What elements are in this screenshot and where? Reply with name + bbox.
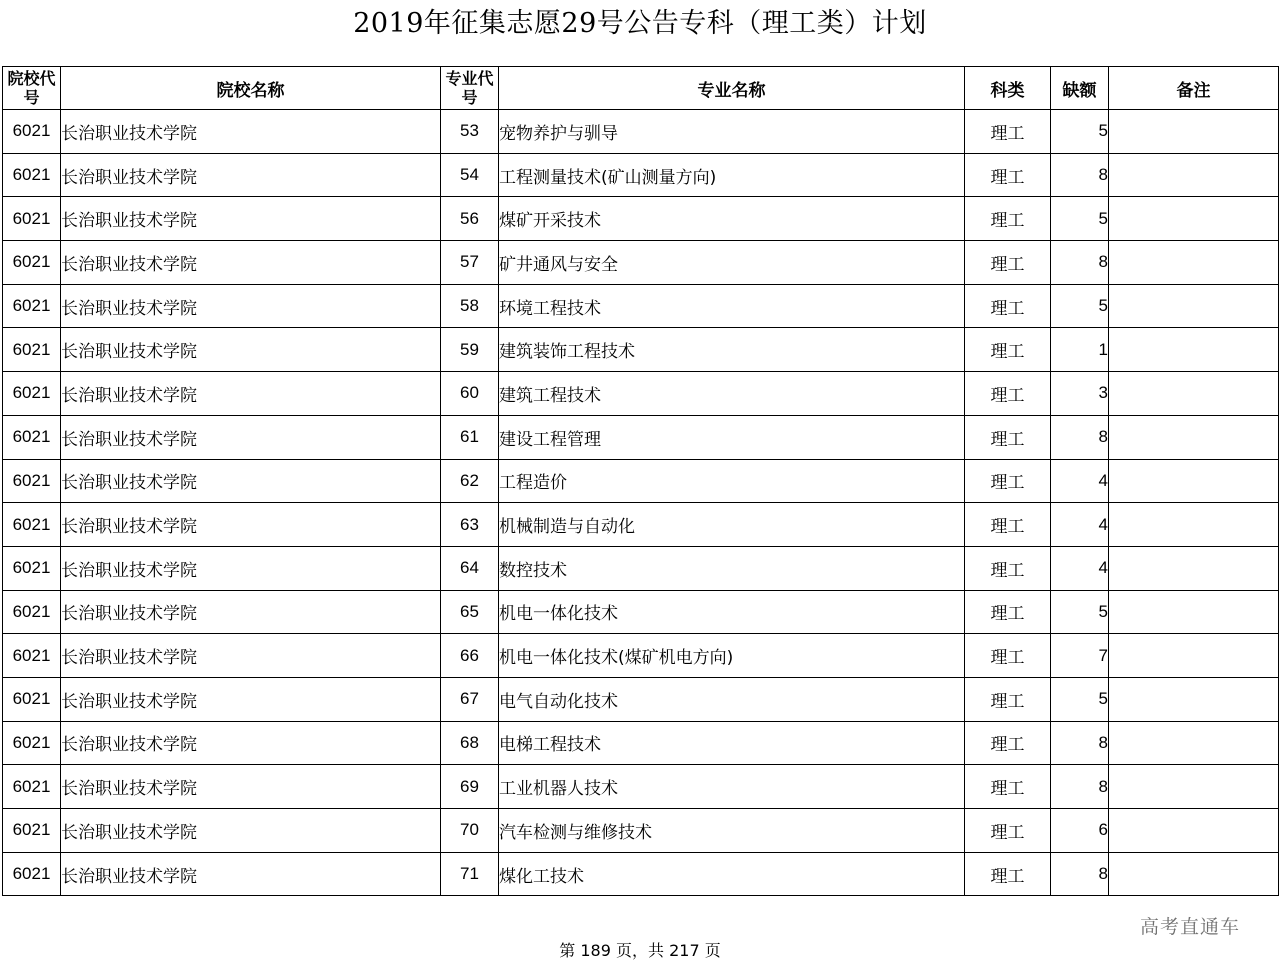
- cell-major-code: 56: [441, 197, 499, 241]
- table-row: [3, 284, 1279, 328]
- cell-school-code: 6021: [3, 809, 61, 853]
- cell-school-name: 长治职业技术学院: [61, 241, 441, 285]
- cell-category: 理工: [965, 459, 1051, 503]
- cell-quota: 5: [1051, 284, 1109, 328]
- cell-major-name: 建设工程管理: [499, 415, 965, 459]
- cell-category: 理工: [965, 590, 1051, 634]
- cell-remarks: [1109, 197, 1279, 241]
- cell-school-code: 6021: [3, 852, 61, 896]
- cell-category: 理工: [965, 372, 1051, 416]
- cell-quota: 6: [1051, 809, 1109, 853]
- table-row: [3, 721, 1279, 765]
- cell-category: 理工: [965, 765, 1051, 809]
- cell-remarks: [1109, 328, 1279, 372]
- cell-quota: 3: [1051, 372, 1109, 416]
- cell-school-name: 长治职业技术学院: [61, 677, 441, 721]
- table-row: [3, 153, 1279, 197]
- cell-major-code: 63: [441, 503, 499, 547]
- cell-remarks: [1109, 503, 1279, 547]
- cell-remarks: [1109, 241, 1279, 285]
- cell-major-name: 矿井通风与安全: [499, 241, 965, 285]
- cell-category: 理工: [965, 809, 1051, 853]
- cell-major-code: 64: [441, 546, 499, 590]
- table-row: [3, 634, 1279, 678]
- cell-category: 理工: [965, 503, 1051, 547]
- table-row: [3, 503, 1279, 547]
- table-row: [3, 372, 1279, 416]
- cell-school-name: 长治职业技术学院: [61, 852, 441, 896]
- cell-major-code: 65: [441, 590, 499, 634]
- cell-remarks: [1109, 153, 1279, 197]
- cell-school-name: 长治职业技术学院: [61, 546, 441, 590]
- table-row: [3, 590, 1279, 634]
- cell-category: 理工: [965, 721, 1051, 765]
- cell-remarks: [1109, 110, 1279, 154]
- cell-category: 理工: [965, 284, 1051, 328]
- cell-major-code: 69: [441, 765, 499, 809]
- cell-quota: 5: [1051, 590, 1109, 634]
- cell-major-code: 70: [441, 809, 499, 853]
- cell-category: 理工: [965, 110, 1051, 154]
- cell-school-code: 6021: [3, 721, 61, 765]
- cell-remarks: [1109, 765, 1279, 809]
- table-row: [3, 546, 1279, 590]
- cell-category: 理工: [965, 677, 1051, 721]
- cell-school-name: 长治职业技术学院: [61, 110, 441, 154]
- cell-quota: 8: [1051, 852, 1109, 896]
- cell-major-name: 煤矿开采技术: [499, 197, 965, 241]
- cell-quota: 5: [1051, 677, 1109, 721]
- cell-category: 理工: [965, 241, 1051, 285]
- cell-category: 理工: [965, 546, 1051, 590]
- cell-category: 理工: [965, 328, 1051, 372]
- cell-quota: 8: [1051, 415, 1109, 459]
- table-row: [3, 110, 1279, 154]
- table-row: [3, 765, 1279, 809]
- cell-major-name: 机电一体化技术: [499, 590, 965, 634]
- cell-quota: 7: [1051, 634, 1109, 678]
- cell-major-name: 机电一体化技术(煤矿机电方向): [499, 634, 965, 678]
- cell-quota: 1: [1051, 328, 1109, 372]
- cell-major-name: 汽车检测与维修技术: [499, 809, 965, 853]
- cell-school-name: 长治职业技术学院: [61, 197, 441, 241]
- cell-quota: 5: [1051, 197, 1109, 241]
- table-row: [3, 809, 1279, 853]
- page-title: 2019年征集志愿29号公告专科（理工类）计划: [353, 8, 927, 39]
- cell-major-code: 71: [441, 852, 499, 896]
- header-remarks: 备注: [1109, 67, 1279, 110]
- cell-school-name: 长治职业技术学院: [61, 721, 441, 765]
- table-body: [3, 110, 1279, 896]
- table-row: [3, 415, 1279, 459]
- cell-school-name: 长治职业技术学院: [61, 153, 441, 197]
- table-row: [3, 677, 1279, 721]
- cell-remarks: [1109, 634, 1279, 678]
- cell-remarks: [1109, 852, 1279, 896]
- cell-quota: 4: [1051, 546, 1109, 590]
- cell-school-code: 6021: [3, 503, 61, 547]
- cell-school-code: 6021: [3, 197, 61, 241]
- cell-major-code: 60: [441, 372, 499, 416]
- cell-remarks: [1109, 809, 1279, 853]
- table-row: [3, 328, 1279, 372]
- cell-major-code: 62: [441, 459, 499, 503]
- cell-school-code: 6021: [3, 328, 61, 372]
- header-category: 科类: [965, 67, 1051, 110]
- table-row: [3, 852, 1279, 896]
- cell-major-name: 数控技术: [499, 546, 965, 590]
- header-school-code: 院校代号: [3, 67, 61, 110]
- cell-major-name: 宠物养护与驯导: [499, 110, 965, 154]
- cell-major-name: 工程造价: [499, 459, 965, 503]
- cell-quota: 4: [1051, 503, 1109, 547]
- cell-school-name: 长治职业技术学院: [61, 590, 441, 634]
- header-major-code: 专业代号: [441, 67, 499, 110]
- cell-school-name: 长治职业技术学院: [61, 328, 441, 372]
- cell-school-code: 6021: [3, 415, 61, 459]
- table-row: [3, 241, 1279, 285]
- cell-category: 理工: [965, 153, 1051, 197]
- cell-quota: 8: [1051, 153, 1109, 197]
- cell-quota: 8: [1051, 765, 1109, 809]
- page-footer: 第 189 页，共 217 页: [559, 941, 721, 960]
- cell-school-name: 长治职业技术学院: [61, 459, 441, 503]
- cell-major-name: 工业机器人技术: [499, 765, 965, 809]
- cell-major-name: 电梯工程技术: [499, 721, 965, 765]
- cell-major-code: 67: [441, 677, 499, 721]
- cell-school-code: 6021: [3, 110, 61, 154]
- cell-major-code: 58: [441, 284, 499, 328]
- cell-school-code: 6021: [3, 677, 61, 721]
- cell-quota: 8: [1051, 241, 1109, 285]
- cell-remarks: [1109, 590, 1279, 634]
- cell-major-name: 环境工程技术: [499, 284, 965, 328]
- cell-major-name: 电气自动化技术: [499, 677, 965, 721]
- cell-category: 理工: [965, 634, 1051, 678]
- cell-school-name: 长治职业技术学院: [61, 284, 441, 328]
- cell-major-code: 61: [441, 415, 499, 459]
- cell-school-code: 6021: [3, 765, 61, 809]
- enrollment-plan-table: [2, 66, 1279, 896]
- cell-remarks: [1109, 721, 1279, 765]
- cell-major-code: 54: [441, 153, 499, 197]
- cell-major-name: 建筑工程技术: [499, 372, 965, 416]
- cell-school-name: 长治职业技术学院: [61, 503, 441, 547]
- cell-major-code: 68: [441, 721, 499, 765]
- header-school-name: 院校名称: [61, 67, 441, 110]
- cell-remarks: [1109, 372, 1279, 416]
- table-row: [3, 459, 1279, 503]
- cell-quota: 5: [1051, 110, 1109, 154]
- cell-quota: 8: [1051, 721, 1109, 765]
- cell-school-name: 长治职业技术学院: [61, 372, 441, 416]
- table-row: [3, 197, 1279, 241]
- cell-school-code: 6021: [3, 590, 61, 634]
- cell-school-name: 长治职业技术学院: [61, 415, 441, 459]
- cell-major-name: 工程测量技术(矿山测量方向): [499, 153, 965, 197]
- cell-remarks: [1109, 546, 1279, 590]
- watermark: 高考直通车: [1140, 916, 1241, 938]
- cell-school-code: 6021: [3, 153, 61, 197]
- cell-category: 理工: [965, 415, 1051, 459]
- cell-school-code: 6021: [3, 546, 61, 590]
- table-header-row: [3, 67, 1279, 110]
- cell-major-name: 煤化工技术: [499, 852, 965, 896]
- cell-major-code: 66: [441, 634, 499, 678]
- cell-remarks: [1109, 677, 1279, 721]
- cell-school-code: 6021: [3, 372, 61, 416]
- cell-school-name: 长治职业技术学院: [61, 634, 441, 678]
- cell-remarks: [1109, 415, 1279, 459]
- cell-major-name: 机械制造与自动化: [499, 503, 965, 547]
- cell-major-code: 59: [441, 328, 499, 372]
- cell-remarks: [1109, 459, 1279, 503]
- cell-school-name: 长治职业技术学院: [61, 809, 441, 853]
- cell-school-code: 6021: [3, 284, 61, 328]
- cell-major-name: 建筑装饰工程技术: [499, 328, 965, 372]
- cell-category: 理工: [965, 197, 1051, 241]
- cell-category: 理工: [965, 852, 1051, 896]
- cell-major-code: 57: [441, 241, 499, 285]
- header-major-name: 专业名称: [499, 67, 965, 110]
- cell-major-code: 53: [441, 110, 499, 154]
- cell-remarks: [1109, 284, 1279, 328]
- cell-quota: 4: [1051, 459, 1109, 503]
- header-quota: 缺额: [1051, 67, 1109, 110]
- cell-school-code: 6021: [3, 459, 61, 503]
- cell-school-name: 长治职业技术学院: [61, 765, 441, 809]
- cell-school-code: 6021: [3, 634, 61, 678]
- cell-school-code: 6021: [3, 241, 61, 285]
